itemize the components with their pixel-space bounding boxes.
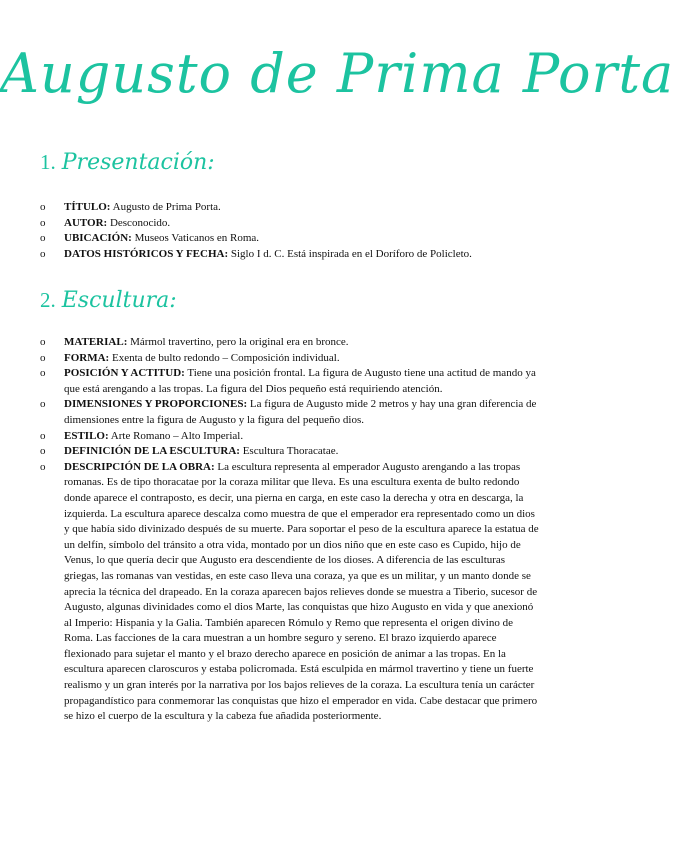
item-text: La escultura representa al emperador Augusto arengando a las tropas romanas. Es de tipo thoracatae por la coraza militar que lleva. Es una escultura exenta de bulto redondo donde aparece el contraposto, es decir, una pierna en carga, en este caso la derecha y otra en descarga, la izquierda. La escultura aparece descalza como muestra de que el emperador era representado como un dios y que había sido divinizado después de su muerte. Para soportar el peso de la escultura aparece la estatua de un delfín, símbolo del tránsito a otra vida, montado por un dios niño que en este caso es Cupido, hijo de Venus, lo que quería decir que Augusto era descendiente de los dioses. A diferencia de las esculturas griegas, las romanas van vestidas, en este caso lleva una coraza, ya que es un militar, y un manto donde se aprecia la técnica del drapeado. En la coraza aparecen bajos relieves donde se muestra a Tiberio, sucesor de Augusto, algunas divinidades como el dios Marte, las conquistas que hizo Augusto en vida y que anexionó al Imperio: Hispania y la Galia. También aparecen Rómulo y Remo que representa el origen divino de Roma. Las facciones de la cara muestran a un hombre seguro y sereno. El brazo izquierdo aparece flexionado para sujetar el manto y el brazo derecho aparece en posición de animar a las tropas. En la escultura aparecen claroscuros y estaba policromada. Está esculpida en mármol travertino y tiene un fuerte realismo y un gran interés por la narrativa por los bajos relieves de la coraza. La escultura tenía un carácter propagandístico para conmemorar las conquistas que hizo el emperador en vida. Cabe destacar que primero se hizo el cuerpo de la escultura y la cabeza fue añadida posteriormente. <box>64 460 539 723</box>
bullet-icon: o <box>40 429 46 442</box>
list-item <box>40 351 540 367</box>
section-heading-escultura <box>40 288 177 313</box>
section-heading-presentacion <box>40 150 215 175</box>
bullet-icon: o <box>40 247 46 260</box>
item-text: Augusto de Prima Porta. <box>112 201 221 213</box>
item-label: TÍTULO: <box>64 201 111 213</box>
item-text: Exenta de bulto redondo – Composición individual. <box>111 351 340 364</box>
list-item <box>40 216 540 232</box>
list-item <box>40 366 540 397</box>
item-text: Desconocido. <box>109 216 171 229</box>
bullet-icon: o <box>40 367 46 380</box>
bullet-icon: o <box>40 398 46 411</box>
item-text: Mármol travertino, pero la original era en bronce. <box>130 336 349 348</box>
bullet-icon: o <box>40 216 46 229</box>
item-label: DATOS HISTÓRICOS Y FECHA: <box>64 247 229 260</box>
list-item <box>40 200 540 216</box>
item-text: La figura de Augusto mide 2 metros y hay una gran diferencia de dimensiones entre la figura de Augusto y la figura del pequeño dios. <box>64 398 537 426</box>
item-text: Escultura Thoracatae. <box>242 445 339 458</box>
list-item <box>40 335 540 351</box>
bullet-icon: o <box>40 232 46 245</box>
bullet-icon: o <box>40 460 46 473</box>
item-label: POSICIÓN Y ACTITUD: <box>64 367 185 380</box>
bullet-icon: o <box>40 201 46 213</box>
list-item <box>40 397 540 428</box>
section-heading-text: Presentación: <box>61 150 215 175</box>
item-label: UBICACIÓN: <box>64 232 132 245</box>
item-label: DIMENSIONES Y PROPORCIONES: <box>64 398 248 411</box>
item-text: Arte Romano – Alto Imperial. <box>110 429 244 442</box>
item-text: Tiene una posición frontal. La figura de Augusto tiene una actitud de mando ya que está arengando a las tropas. La figura del Dios pequeño está requiriendo atención. <box>64 367 536 395</box>
item-text: Siglo I d. C. Está inspirada en el Doríforo de Policleto. <box>230 247 472 260</box>
list-item <box>40 444 540 460</box>
escultura-list <box>40 335 540 725</box>
section-number: 2. <box>40 288 56 312</box>
item-text: Museos Vaticanos en Roma. <box>134 232 260 245</box>
item-label: DESCRIPCIÓN DE LA OBRA: <box>64 460 215 473</box>
section-heading-text: Escultura: <box>61 288 177 313</box>
bullet-icon: o <box>40 351 46 364</box>
document-title: Augusto de Prima Porta <box>0 42 674 105</box>
list-item <box>40 460 540 725</box>
presentacion-list <box>40 200 540 262</box>
item-label: ESTILO: <box>64 429 109 442</box>
item-label: AUTOR: <box>64 216 108 229</box>
item-label: MATERIAL: <box>64 336 128 348</box>
section-number: 1. <box>40 150 56 174</box>
list-item <box>40 247 540 263</box>
bullet-icon: o <box>40 445 46 458</box>
item-label: DEFINICIÓN DE LA ESCULTURA: <box>64 445 240 458</box>
item-label: FORMA: <box>64 351 110 364</box>
list-item <box>40 429 540 445</box>
list-item <box>40 231 540 247</box>
bullet-icon: o <box>40 336 46 348</box>
